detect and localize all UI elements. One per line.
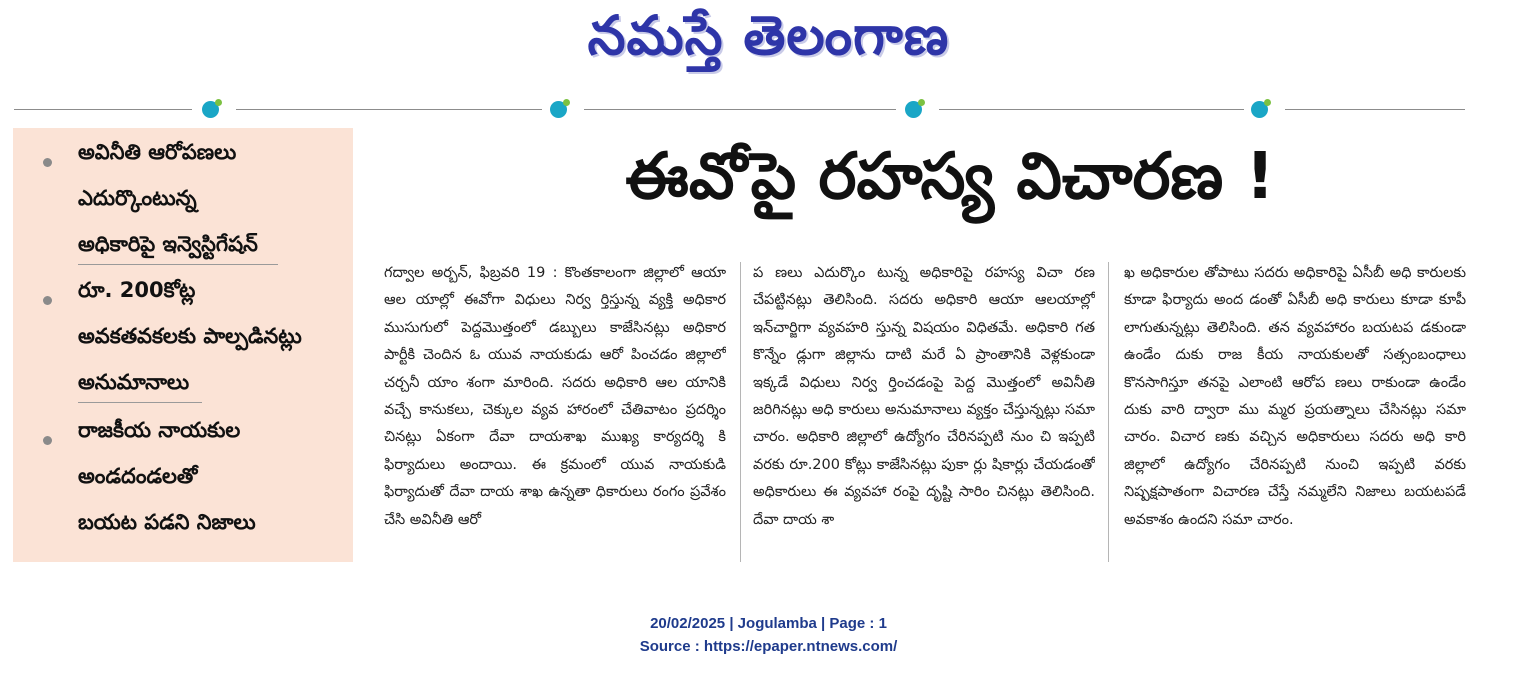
article-column-2: ప ణలు ఎదుర్కొం టున్న అధికారిపై రహస్య విచా రణ చేపట్టినట్లు తెలిసింది. సదరు అధికారి ఆయా ఆలయాల్లో ఇన్‌చార్జిగా వ్యవహరి స్తున్న విషయం విధితమే. అధికారి గత కొన్నేం డ్లుగా జిల్లాను దాటి మరే ఏ ప్రాంతానికి వెళ్లకుండా ఇక్కడే విధులు నిర్వ ర్తించడంపై పెద్ద మొత్తంలో అవినీతి జరిగినట్లు అధి కారులు అనుమానాలు వ్యక్తం చేస్తున్నట్లు సమా చారం. అధికారి జిల్లాలో ఉద్యోగం చేరినప్పటి నుం చి ఇప్పటి వరకు రూ.200 కోట్లు కాజేసినట్లు పుకా ర్లు షికార్లు చేయడంతో అధికారులు ఈ వ్యవహా రంపై దృష్టి సారిం చినట్లు తెలిసింది. దేవా దాయ శా	[753, 265, 1095, 528]
highlight-line: ఎదుర్కొంటున్న	[78, 186, 197, 210]
highlight-line: అవకతవకలకు పాల్పడినట్లు	[78, 324, 302, 348]
ornament-dot-icon	[905, 101, 922, 118]
source-line: Source : https://epaper.ntnews.com/	[639, 638, 898, 655]
highlight-line: అవినీతి ఆరోపణలు	[78, 140, 237, 164]
highlight-line: అధికారిపై ఇన్వెస్టిగేషన్	[78, 232, 258, 256]
masthead-logo: నమస్తే తెలంగాణ	[587, 4, 950, 67]
column-divider	[740, 262, 741, 562]
highlight-line: రూ. 200కోట్ల	[78, 278, 196, 302]
article-column-3: ఖ అధికారుల తోపాటు సదరు అధికారిపై ఏసీబీ అధి కారులకు కూడా ఫిర్యాదు అంద డంతో ఏసీబీ అధి కారులు కూడా కూపీ లాగుతున్నట్లు తెలిసింది. తన వ్యవహారం బయటప డకుండా ఉండేం దుకు రాజ కీయ నాయకులతో సత్సంబంధాలు కొనసాగిస్తూ తనపై ఎలాంటి ఆరోప ణలు రాకుండా ఉండేం దుకు వారి ద్వారా ము మ్మర ప్రయత్నాలు చేసినట్లు సమా చారం. విచార ణకు వచ్చిన అధికారులు సదరు అధి కారి జిల్లాలో ఉద్యోగం చేరినప్పటి నుంచి ఇప్పటి వరకు నిష్పక్షపాతంగా విచారణ చేస్తే నమ్మలేని నిజాలు బయటపడే అవకాశం ఉందని సమా చారం.	[1124, 265, 1466, 528]
column-divider	[1108, 262, 1109, 562]
highlight-line: బయట పడని నిజాలు	[78, 510, 256, 534]
divider-rule	[236, 109, 542, 110]
bullet-icon	[43, 296, 52, 305]
highlight-line: రాజకీయ నాయకుల	[78, 418, 241, 442]
ornament-dot-icon	[1251, 101, 1268, 118]
ornament-dot-icon	[202, 101, 219, 118]
highlight-underline	[78, 402, 202, 403]
highlight-line: అండదండలతో	[78, 464, 198, 488]
bullet-icon	[43, 158, 52, 167]
article-headline: ఈవోపై రహస్య విచారణ !	[625, 140, 1275, 214]
edition-line: 20/02/2025 | Jogulamba | Page : 1	[650, 615, 887, 632]
divider-rule	[584, 109, 896, 110]
article-column-1: గద్వాల అర్బన్, ఫిబ్రవరి 19 : కొంతకాలంగా జిల్లాలో ఆయా ఆల యాల్లో ఈవోగా విధులు నిర్వ ర్తిస్తున్న వ్యక్తి అధికార ముసుగులో పెద్దమొత్తంలో డబ్బులు కాజేసినట్లు అధికార పార్టీకి చెందిన ఓ యువ నాయకుడు ఆరో పించడం జిల్లాలో చర్చనీ యాం శంగా మారింది. సదరు అధికారి ఆల యానికి వచ్చే కానుకలు, చెక్కుల వ్యవ హారంలో చేతివాటం ప్రదర్శిం చినట్లు ఏకంగా దేవా దాయశాఖ ముఖ్య కార్యదర్శి కి ఫిర్యాదులు అందాయి. ఈ క్రమంలో యువ నాయకుడి ఫిర్యాదుతో దేవా దాయ శాఖ ఉన్నతా ధికారులు రంగం ప్రవేశం చేసి అవినీతి ఆరో	[384, 265, 726, 528]
highlight-underline	[78, 264, 278, 265]
divider-rule	[939, 109, 1244, 110]
divider-rule	[14, 109, 192, 110]
bullet-icon	[43, 436, 52, 445]
highlights-sidebar	[13, 128, 353, 562]
highlight-line: అనుమానాలు	[78, 370, 190, 394]
divider-rule	[1285, 109, 1465, 110]
ornament-dot-icon	[550, 101, 567, 118]
